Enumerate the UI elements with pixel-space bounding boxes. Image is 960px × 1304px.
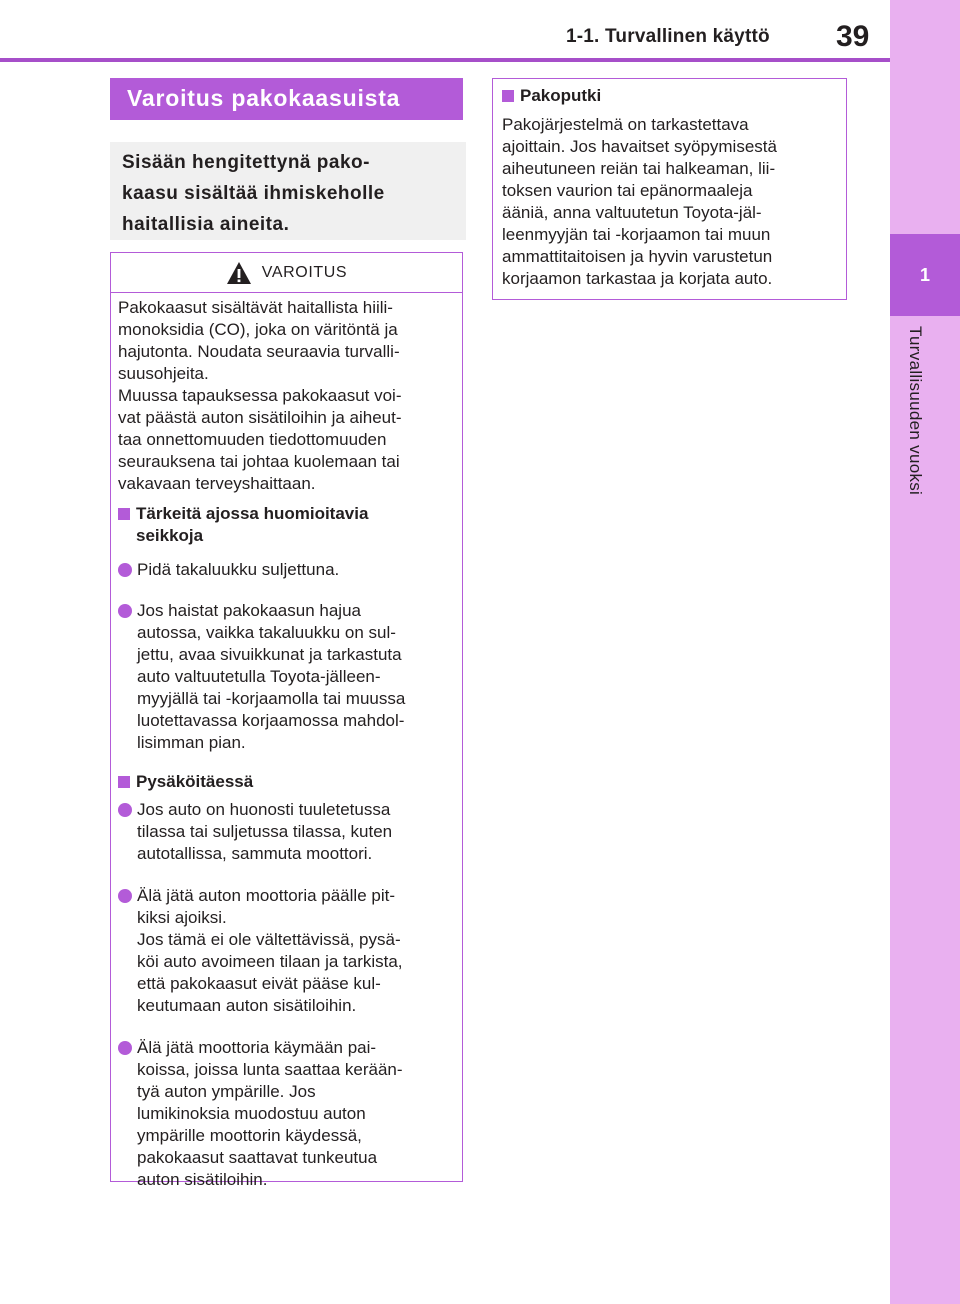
- warning-header: [111, 253, 462, 293]
- subhead-parking-text: [136, 771, 253, 793]
- text-line: Pysäköitäessä: [136, 772, 254, 791]
- text-line: seikkoja: [136, 526, 204, 545]
- square-bullet-icon: [502, 90, 514, 102]
- text-line: ympärille moottorin käydessä,: [137, 1126, 362, 1145]
- subhead-exhaust-pipe: [502, 85, 838, 107]
- text-line: auto valtuutetulla Toyota-jälleen-: [137, 667, 381, 686]
- text-line: jettu, avaa sivuikkunat ja tarkastuta: [137, 645, 402, 664]
- text-line: Pidä takaluukku suljettuna.: [137, 560, 340, 579]
- text-line: hajutonta. Noudata seuraavia turvalli-: [118, 342, 400, 361]
- circle-bullet-icon: [118, 889, 132, 903]
- bullet-text: [137, 559, 339, 581]
- circle-bullet-icon: [118, 563, 132, 577]
- exhaust-pipe-box: [492, 78, 847, 300]
- text-line: tyä auton ympärille. Jos: [137, 1082, 316, 1101]
- text-line: Pakojärjestelmä on tarkastettava: [502, 115, 749, 134]
- text-line: seurauksena tai johtaa kuolemaan tai: [118, 452, 400, 471]
- text-line: Sisään hengitettynä pako-: [122, 152, 370, 173]
- text-line: että pakokaasut eivät pääse kul-: [137, 974, 381, 993]
- text-line: haitallisia aineita.: [122, 214, 290, 235]
- circle-bullet-icon: [118, 1041, 132, 1055]
- text-line: ajoittain. Jos havaitset syöpymisestä: [502, 137, 777, 156]
- page-number: 39: [836, 20, 870, 53]
- text-line: taa onnettomuuden tiedottomuuden: [118, 430, 387, 449]
- bullet-text: [137, 1037, 403, 1191]
- text-line: kaasu sisältää ihmiskeholle: [122, 183, 385, 204]
- text-line: Jos haistat pakokaasun hajua: [137, 601, 361, 620]
- text-line: Älä jätä moottoria käymään pai-: [137, 1038, 377, 1057]
- text-line: monoksidia (CO), joka on väritöntä ja: [118, 320, 398, 339]
- text-line: leenmyyjän tai -korjaamon tai muun: [502, 225, 771, 244]
- text-line: myyjällä tai -korjaamolla tai muussa: [137, 689, 406, 708]
- text-line: lumikinoksia muodostuu auton: [137, 1104, 366, 1123]
- chapter-tab[interactable]: [890, 234, 960, 316]
- bullet-text: [137, 600, 405, 754]
- text-line: Jos auto on huonosti tuuletetussa: [137, 800, 391, 819]
- exhaust-pipe-body: [502, 114, 838, 290]
- text-line: autossa, vaikka takaluukku on sul-: [137, 623, 396, 642]
- square-bullet-icon: [118, 776, 130, 788]
- bullet-item: [118, 1037, 455, 1191]
- warning-intro: [118, 297, 455, 495]
- text-line: Tärkeitä ajossa huomioitavia: [136, 504, 369, 523]
- text-line: Muussa tapauksessa pakokaasut voi-: [118, 386, 402, 405]
- text-line: Älä jätä auton moottoria päälle pit-: [137, 886, 395, 905]
- section-intro-text: [122, 147, 454, 240]
- text-line: Jos tämä ei ole vältettävissä, pysä-: [137, 930, 401, 949]
- text-line: pakokaasut saattavat tunkeutua: [137, 1148, 378, 1167]
- text-line: Pakokaasut sisältävät haitallista hiili-: [118, 298, 393, 317]
- square-bullet-icon: [118, 508, 130, 520]
- subhead-exhaust-pipe-text: [520, 85, 601, 107]
- warning-triangle-icon: [226, 261, 252, 285]
- circle-bullet-icon: [118, 803, 132, 817]
- bullet-item: [118, 600, 455, 754]
- chapter-title-vertical: Turvallisuuden vuoksi: [906, 326, 925, 496]
- warning-box: [110, 252, 463, 1189]
- text-line: aiheutuneen reiän tai halkeaman, lii-: [502, 159, 776, 178]
- section-intro: [110, 142, 466, 240]
- text-line: auton sisätiloihin.: [137, 1170, 268, 1189]
- warning-label: VAROITUS: [261, 263, 348, 281]
- text-line: kiksi ajoiksi.: [137, 908, 227, 927]
- text-line: tilassa tai suljetussa tilassa, kuten: [137, 822, 393, 841]
- bullet-item: [118, 559, 455, 581]
- text-line: toksen vaurion tai epänormaaleja: [502, 181, 753, 200]
- text-line: ääniä, anna valtuutetun Toyota-jäl-: [502, 203, 762, 222]
- text-line: köi auto avoimeen tilaan ja tarkista,: [137, 952, 403, 971]
- page-header-title: 1-1. Turvallinen käyttö: [566, 26, 770, 47]
- text-line: ammattitaitoisen ja hyvin varustetun: [502, 247, 773, 266]
- subhead-parking: [118, 771, 455, 793]
- text-line: korjaamon tarkastaa ja korjata auto.: [502, 269, 773, 288]
- circle-bullet-icon: [118, 604, 132, 618]
- chapter-side-strip: [890, 0, 960, 1304]
- subhead-driving-text: [136, 503, 368, 547]
- bullet-item: [118, 885, 455, 1017]
- bullet-text: [137, 885, 403, 1017]
- text-line: koissa, joissa lunta saattaa kerään-: [137, 1060, 403, 1079]
- section-title: Varoitus pakokaasuista: [110, 78, 463, 120]
- header-divider: [0, 58, 890, 62]
- text-line: Pakoputki: [520, 86, 602, 105]
- text-line: vat päästä auton sisätiloihin ja aiheut-: [118, 408, 402, 427]
- bullet-item: [118, 799, 455, 865]
- warning-body: [111, 293, 462, 1191]
- text-line: suusohjeita.: [118, 364, 209, 383]
- chapter-number: 1: [919, 264, 930, 285]
- bullet-text: [137, 799, 392, 865]
- subhead-driving: [118, 503, 455, 547]
- text-line: keutumaan auton sisätiloihin.: [137, 996, 357, 1015]
- text-line: vakavaan terveyshaittaan.: [118, 474, 316, 493]
- text-line: luotettavassa korjaamossa mahdol-: [137, 711, 405, 730]
- text-line: lisimman pian.: [137, 733, 246, 752]
- text-line: autotallissa, sammuta moottori.: [137, 844, 373, 863]
